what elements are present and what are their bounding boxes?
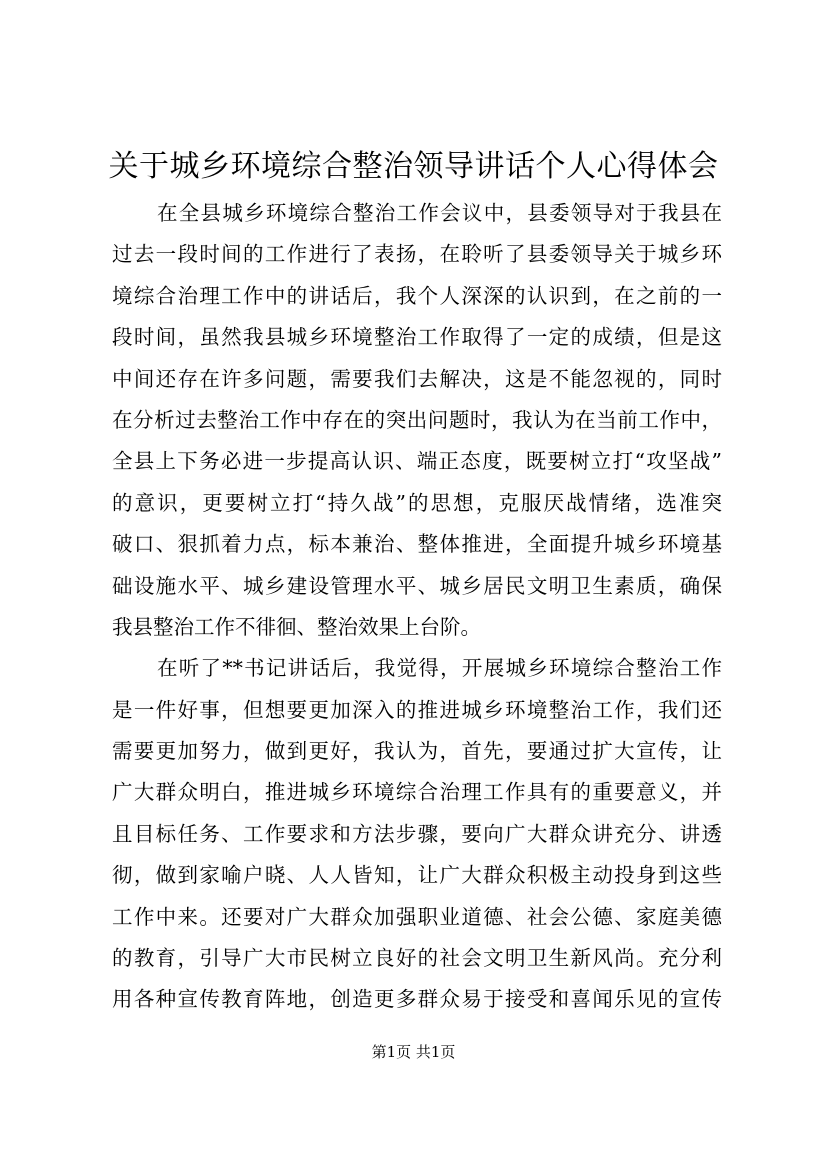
document-title: 关于城乡环境综合整治领导讲话个人心得体会 bbox=[108, 149, 719, 184]
paragraph-2-line: 的教育，引导广大市民树立良好的社会文明卫生新风尚。充分利 bbox=[112, 946, 722, 971]
paragraph-1-line: 在全县城乡环境综合整治工作会议中，县委领导对于我县在 bbox=[157, 201, 722, 225]
paragraph-2-line: 在听了**书记讲话后，我觉得，开展城乡环境综合整治工作 bbox=[157, 656, 722, 681]
paragraph-2-line: 是一件好事，但想要更加深入的推进城乡环境整治工作，我们还 bbox=[112, 697, 722, 722]
paragraph-1-line: 境综合治理工作中的讲话后，我个人深深的认识到，在之前的一 bbox=[112, 283, 722, 308]
paragraph-2-line: 广大群众明白，推进城乡环境综合治理工作具有的重要意义，并 bbox=[112, 780, 722, 805]
paragraph-1-line: 中间还存在许多问题，需要我们去解决，这是不能忽视的，同时 bbox=[112, 366, 722, 391]
paragraph-2-line: 需要更加努力，做到更好，我认为，首先，要通过扩大宣传，让 bbox=[112, 739, 722, 764]
document-body bbox=[112, 193, 722, 1021]
paragraph-2-line: 工作中来。还要对广大群众加强职业道德、社会公德、家庭美德 bbox=[112, 904, 722, 929]
paragraph-1-line: 我县整治工作不徘徊、整治效果上台阶。 bbox=[112, 614, 481, 639]
paragraph-1-line: 础设施水平、城乡建设管理水平、城乡居民文明卫生素质，确保 bbox=[112, 573, 722, 598]
paragraph-1-line: 过去一段时间的工作进行了表扬，在聆听了县委领导关于城乡环 bbox=[112, 242, 722, 267]
paragraph-1-line: 在分析过去整治工作中存在的突出问题时，我认为在当前工作中， bbox=[112, 407, 722, 432]
paragraph-1-line: 全县上下务必进一步提高认识、端正态度，既要树立打“攻坚战” bbox=[112, 449, 722, 474]
paragraph-1-line: 段时间，虽然我县城乡环境整治工作取得了一定的成绩，但是这 bbox=[112, 325, 722, 350]
paragraph-2-line: 彻，做到家喻户晓、人人皆知，让广大群众积极主动投身到这些 bbox=[112, 863, 722, 888]
paragraph-1-line: 破口、狠抓着力点，标本兼治、整体推进，全面提升城乡环境基 bbox=[112, 532, 722, 557]
paragraph-2-line: 用各种宣传教育阵地，创造更多群众易于接受和喜闻乐见的宣传 bbox=[112, 987, 722, 1012]
paragraph-1-line: 的意识，更要树立打“持久战”的思想，克服厌战情绪，选准突 bbox=[112, 490, 722, 515]
paragraph-2-line: 且目标任务、工作要求和方法步骤，要向广大群众讲充分、讲透 bbox=[112, 821, 722, 846]
page-number-footer: 第1页 共1页 bbox=[371, 1043, 456, 1061]
